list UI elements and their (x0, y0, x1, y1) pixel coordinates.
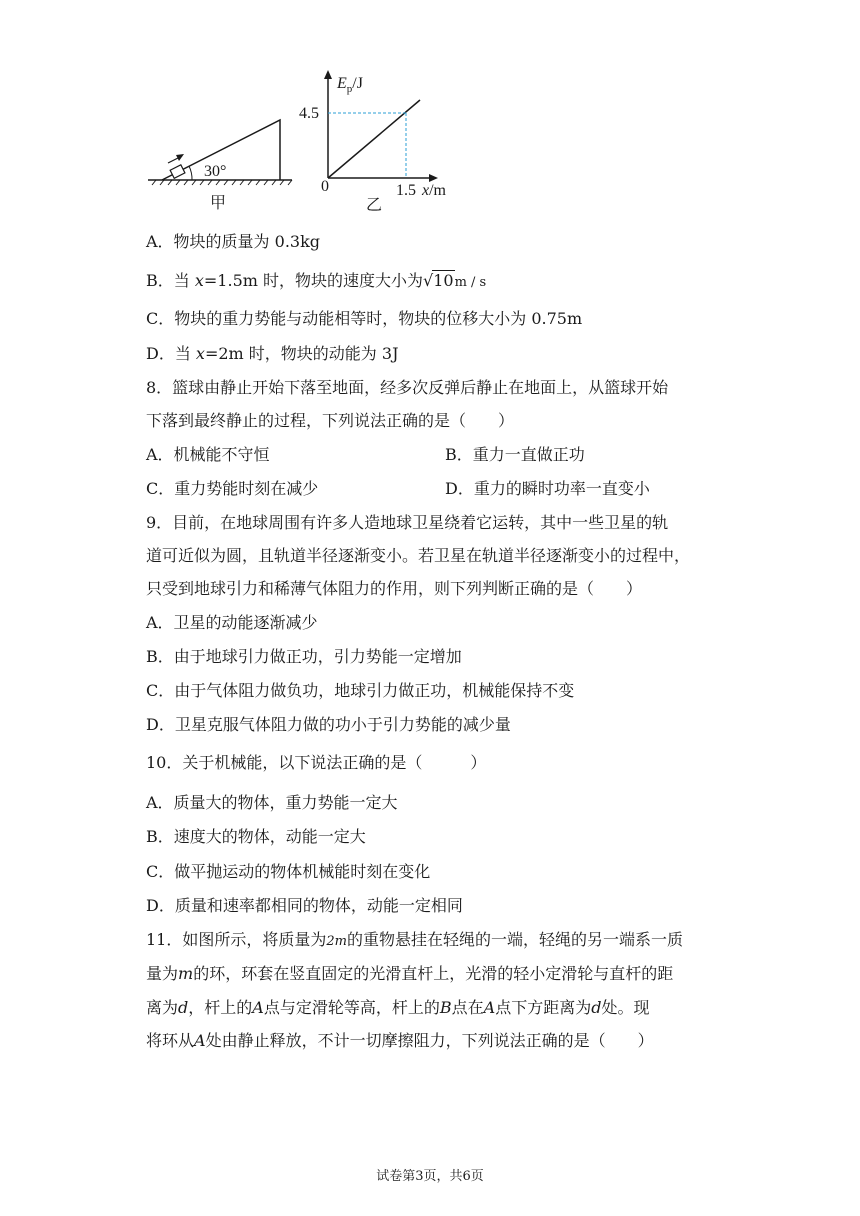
x-tick-label: 1.5 (396, 182, 416, 199)
text: 点在 (451, 998, 484, 1017)
text: 的重物悬挂在轻绳的一端，轻绳的另一端系一质 (346, 930, 683, 949)
variable: 2m (326, 934, 347, 949)
q8-option-d: D．重力的瞬时功率一直变小 (445, 479, 650, 498)
q9-option-c: C．由于气体阻力做负功，地球引力做正功，机械能保持不变 (146, 681, 575, 700)
q10-option-a: A．质量大的物体，重力势能一定大 (146, 793, 398, 812)
right-caption: 乙 (366, 195, 383, 214)
q7-option-a (146, 232, 320, 252)
q9-option-a: A．卫星的动能逐渐减少 (146, 613, 318, 632)
option-text: A．物块的质量为 (146, 232, 275, 251)
variable: B (439, 998, 452, 1017)
option-text: C．物块的重力势能与动能相等时，物块的位移大小为 (146, 309, 532, 328)
text: 将环从 (146, 1031, 195, 1050)
y-tick-label: 4.5 (299, 105, 319, 122)
y-axis-label: $E_p/J$ (337, 75, 363, 95)
variable: A (483, 998, 496, 1017)
q7-option-c (146, 309, 582, 329)
sqrt-symbol: √ (423, 271, 434, 290)
q11-stem-line2 (146, 964, 673, 984)
q9-option-d: D．卫星克服气体阻力做的功小于引力势能的减少量 (146, 715, 511, 734)
q7-option-d (146, 344, 398, 364)
q7-option-b (146, 270, 486, 293)
variable: d (591, 998, 602, 1017)
text: 量为 (146, 964, 179, 983)
sqrt-radicand: 10 (433, 271, 454, 290)
origin-label: 0 (321, 178, 329, 195)
incline-diagram (148, 120, 292, 212)
text: 的环，环套在竖直固定的光滑直杆上，光滑的轻小定滑轮与直杆的距 (193, 964, 674, 983)
text: 处。现 (601, 998, 650, 1017)
option-text: =2m 时，物块的动能为 3J (204, 344, 399, 363)
option-text: D．当 (146, 344, 196, 363)
unit: m / s (454, 275, 487, 290)
q8-stem-line2: 下落到最终静止的过程，下列说法正确的是（ ） (146, 411, 515, 430)
variable: m (178, 964, 194, 983)
option-value: 0.3kg (274, 232, 321, 251)
q8-option-b: B．重力一直做正功 (445, 445, 585, 464)
variable: d (178, 998, 189, 1017)
variable: A (252, 998, 264, 1017)
q9-option-b: B．由于地球引力做正功，引力势能一定增加 (146, 647, 462, 666)
q11-stem-line3 (146, 998, 649, 1018)
physics-figure (140, 66, 470, 216)
q10-option-c: C．做平抛运动的物体机械能时刻在变化 (146, 862, 431, 881)
q9-stem-line3: 只受到地球引力和稀薄气体阻力的作用，则下列判断正确的是（ ） (146, 579, 643, 598)
text: 点与定滑轮等高，杆上的 (263, 998, 440, 1017)
text: 离为 (146, 998, 179, 1017)
q9-stem-line1: 9．目前，在地球周围有许多人造地球卫星绕着它运转，其中一些卫星的轨 (146, 513, 669, 532)
option-text: =1.5m 时，物块的速度大小为 (203, 271, 424, 290)
q8-option-a: A．机械能不守恒 (146, 445, 270, 464)
text: 11．如图所示，将质量为 (146, 930, 327, 949)
variable: A (194, 1031, 206, 1050)
ep-x-graph (299, 70, 447, 214)
q11-stem-line1 (146, 930, 683, 952)
q11-stem-line4 (146, 1031, 654, 1051)
option-text: B．当 (146, 271, 195, 290)
text: 点下方距离为 (495, 998, 592, 1017)
q10-option-b: B．速度大的物体，动能一定大 (146, 827, 366, 846)
variable: x (194, 271, 204, 290)
option-value: 0.75m (531, 309, 583, 328)
x-axis-label: x/m (422, 182, 446, 199)
left-caption: 甲 (210, 193, 227, 212)
angle-label: 30° (204, 163, 227, 180)
text: 处由静止释放，不计一切摩擦阻力，下列说法正确的是（ ） (205, 1031, 654, 1050)
variable: x (195, 344, 205, 363)
q9-stem-line2: 道可近似为圆，且轨道半径逐渐变小。若卫星在轨道半径逐渐变小的过程中， (146, 546, 691, 565)
q8-stem-line1: 8．篮球由静止开始下落至地面，经多次反弹后静止在地面上，从篮球开始 (146, 378, 669, 397)
q8-option-c: C．重力势能时刻在减少 (146, 479, 319, 498)
page-footer: 试卷第3页，共6页 (376, 1169, 484, 1184)
q10-stem: 10．关于机械能，以下说法正确的是（ ） (146, 753, 487, 772)
text: ，杆上的 (188, 998, 253, 1017)
q10-option-d: D．质量和速率都相同的物体，动能一定相同 (146, 896, 463, 915)
